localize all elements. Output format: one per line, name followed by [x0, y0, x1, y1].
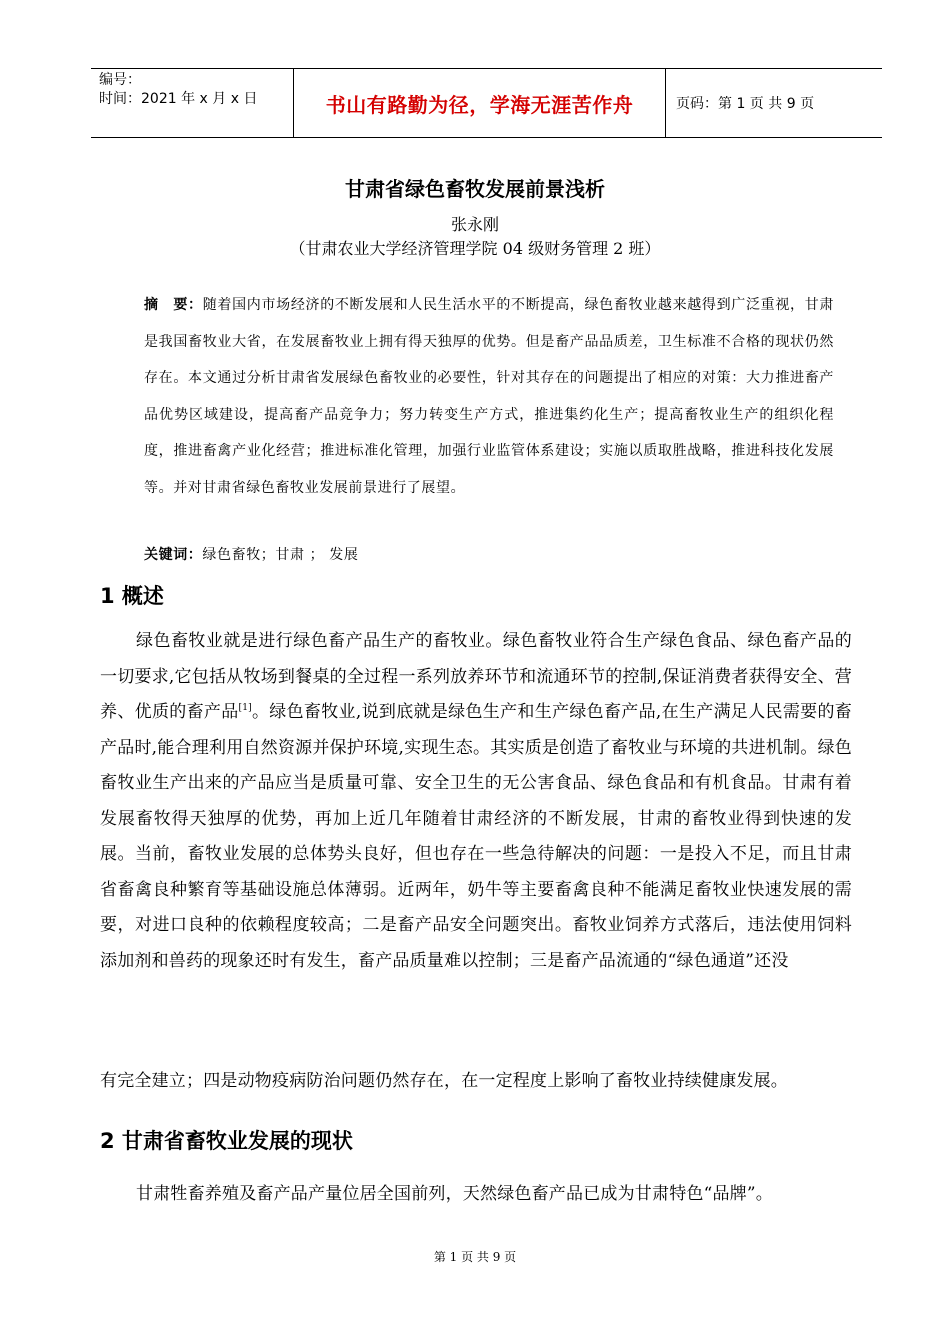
section-1-paragraph: [100, 624, 852, 979]
keywords-label: 关键词：: [144, 547, 203, 563]
author: 张永刚: [450, 215, 499, 234]
header-page-info: 页码：第 1 页 共 9 页: [676, 96, 815, 112]
abstract: [144, 287, 834, 506]
keywords-text: 绿色畜牧；甘肃 ； 发展: [202, 547, 359, 563]
paragraph-text-part-2: 。绿色畜牧业,说到底就是绿色生产和生产绿色畜产品,在生产满足人民需要的畜产品时,能合理利用自然资源并保护环境,实现生态。其实质是创造了畜牧业与环境的共进机制。绿色畜牧业生产出来的产品应当是质量可靠、安全卫生的无公害食品、绿色食品和有机食品。甘肃有着发展畜牧得天独厚的优势，再加上近几年随着甘肃经济的不断发展，甘肃的畜牧业得到快速的发展。当前，畜牧业发展的总体势头良好，但也存在一些急待解决的问题：一是投入不足，而且甘肃省畜禽良种繁育等基础设施总体薄弱。近两年，奶牛等主要畜禽良种不能满足畜牧业快速发展的需要，对进口良种的依赖程度较高；二是畜产品安全问题突出。畜牧业饲养方式落后，违法使用饲料添加剂和兽药的现象还时有发生，畜产品质量难以控制；三是畜产品流通的“绿色通道”还没: [100, 702, 852, 971]
header-motto-cell: [293, 69, 666, 137]
keywords: [144, 541, 359, 569]
time-label: 时间：2021 年 x 月 x 日: [99, 91, 258, 107]
section-2-first-line: 甘肃牲畜养殖及畜产品产量位居全国前列，天然绿色畜产品已成为甘肃特色“品牌”。: [136, 1184, 773, 1204]
document-title: 甘肃省绿色畜牧发展前景浅析: [345, 177, 605, 201]
number-label: 编号：: [99, 72, 141, 88]
section-1-heading: 1 概述: [100, 584, 164, 608]
header-motto: 书山有路勤为径，学海无涯苦作舟: [325, 92, 634, 117]
header-meta: [91, 69, 293, 137]
citation-ref: [1]: [238, 703, 252, 713]
page-footer: 第 1 页 共 9 页: [433, 1250, 517, 1264]
section-1-body: [100, 624, 852, 979]
abstract-text: 随着国内市场经济的不断发展和人民生活水平的不断提高，绿色畜牧业越来越得到广泛重视，甘肃是我国畜牧业大省，在发展畜牧业上拥有得天独厚的优势。但是畜产品品质差，卫生标准不合格的现状仍然存在。本文通过分析甘肃省发展绿色畜牧业的必要性，针对其存在的问题提出了相应的对策：大力推进畜产品优势区域建设，提高畜产品竞争力；努力转变生产方式，推进集约化生产；提高畜牧业生产的组织化程度，推进畜禽产业化经营；推进标准化管理，加强行业监管体系建设；实施以质取胜战略，推进科技化发展等。并对甘肃省绿色畜牧业发展前景进行了展望。: [144, 297, 834, 496]
section-1-continuation: 有完全建立；四是动物疫病防治问题仍然存在，在一定程度上影响了畜牧业持续健康发展。: [100, 1071, 788, 1091]
affiliation: （甘肃农业大学经济管理学院 04 级财务管理 2 班）: [289, 239, 661, 258]
section-2-heading: 2 甘肃省畜牧业发展的现状: [100, 1129, 353, 1153]
document-header: [91, 68, 882, 138]
abstract-label: 摘 要：: [144, 297, 203, 313]
paragraph-text-part-1: 绿色畜牧业就是进行绿色畜产品生产的畜牧业。绿色畜牧业符合生产绿色食品、绿色畜产品的一切要求,它包括从牧场到餐桌的全过程一系列放养环节和流通环节的控制,保证消费者获得安全、营养、优质的畜产品: [100, 631, 852, 722]
